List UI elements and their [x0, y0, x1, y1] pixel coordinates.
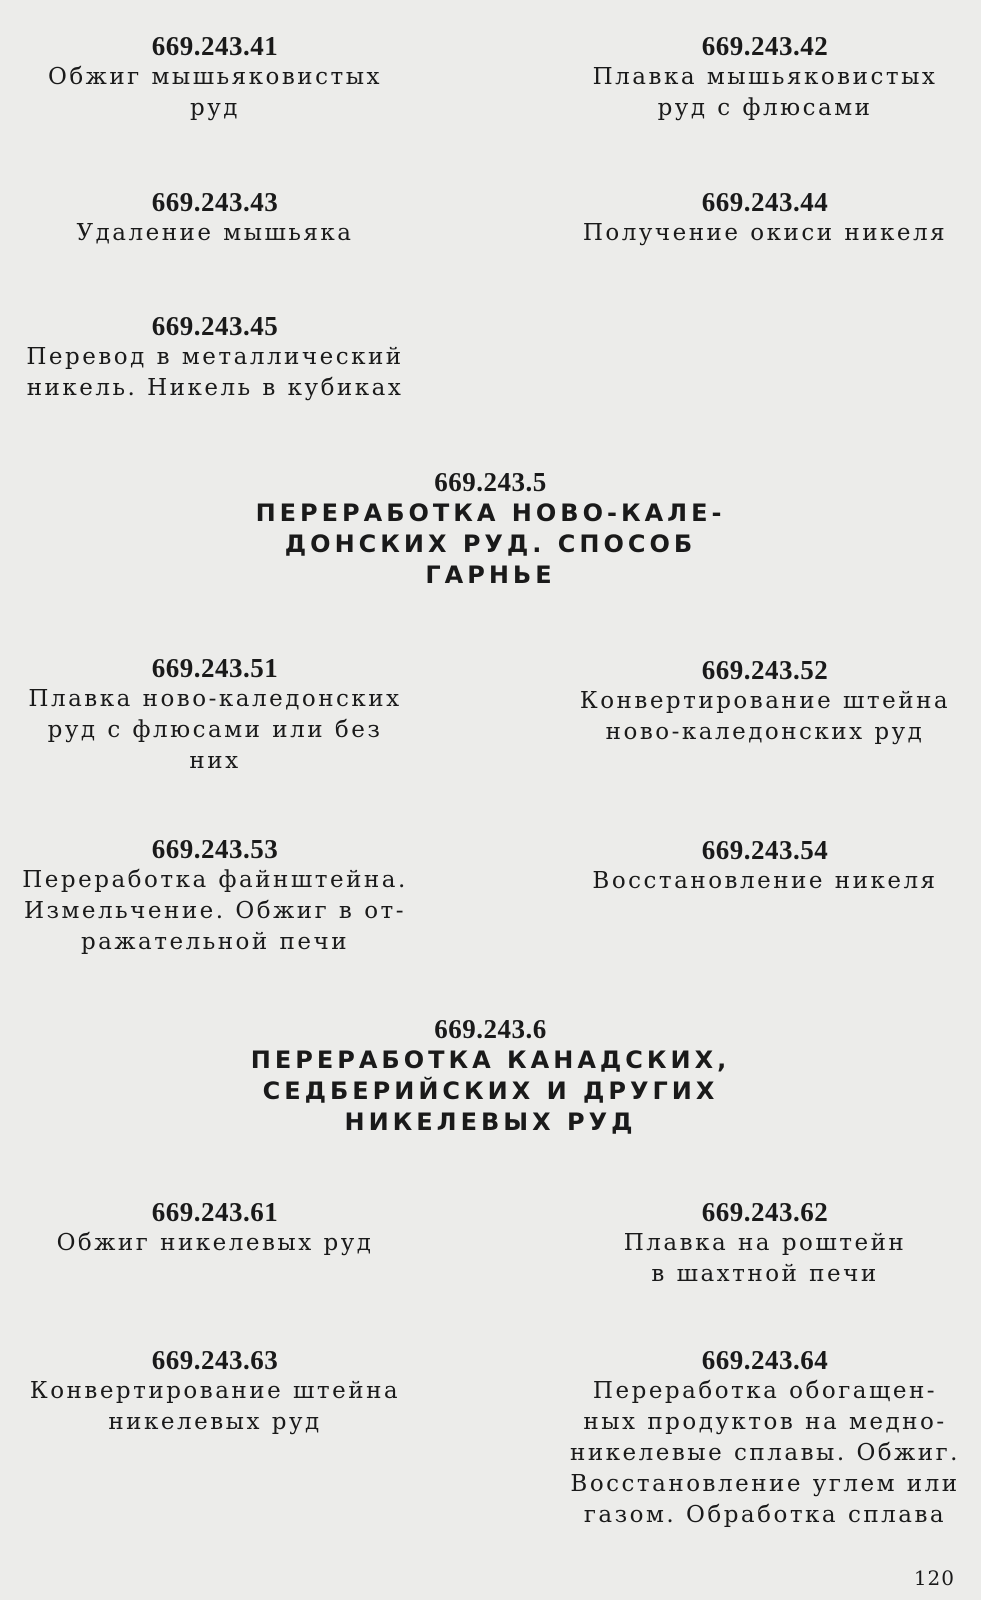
entry-code: 669.243.61 — [151, 1197, 279, 1227]
entry-code: 669.243.53 — [151, 834, 279, 864]
catalog-entry — [560, 1196, 970, 1290]
section-heading — [0, 1013, 981, 1138]
section-title-line: ДОНСКИХ РУД. СПОСОБ — [284, 530, 697, 558]
entry-code: 669.243.44 — [701, 187, 829, 217]
entry-text-line: Конвертирование штейна — [29, 1378, 401, 1404]
entry-text-line: ражательной печи — [80, 929, 350, 955]
entry-code: 669.243.45 — [151, 311, 279, 341]
catalog-entry — [10, 652, 420, 777]
entry-code: 669.243.63 — [151, 1345, 279, 1375]
entry-text-line: Плавка ново-каледонских — [28, 686, 402, 712]
entry-code: 669.243.43 — [151, 187, 279, 217]
entry-text-line: никелевые сплавы. Обжиг. — [569, 1440, 960, 1466]
section-code: 669.243.5 — [434, 467, 547, 497]
entry-text-line: никелевых руд — [108, 1409, 322, 1435]
entry-text-line: Восстановление никеля — [592, 868, 938, 894]
section-title-line: ГАРНЬЕ — [425, 561, 556, 589]
entry-text-line: Перевод в металлический — [26, 344, 404, 370]
section-heading — [0, 466, 981, 591]
entry-text-line: Переработка файнштейна. — [22, 867, 408, 893]
entry-code: 669.243.54 — [701, 835, 829, 865]
section-title-line: ПЕРЕРАБОТКА НОВО-КАЛЕ- — [255, 499, 726, 527]
catalog-entry — [10, 310, 420, 404]
entry-text-line: в шахтной печи — [651, 1261, 879, 1287]
entry-text-line: руд — [190, 95, 240, 121]
entry-text-line: ново-каледонских руд — [605, 719, 925, 745]
entry-text-line: ных продуктов на медно- — [583, 1409, 947, 1435]
entry-text-line: Конвертирование штейна — [579, 688, 951, 714]
entry-text-line: руд с флюсами — [657, 95, 873, 121]
entry-code: 669.243.52 — [701, 655, 829, 685]
entry-text-line: руд с флюсами или без — [47, 717, 383, 743]
catalog-entry — [10, 833, 420, 958]
entry-code: 669.243.62 — [701, 1197, 829, 1227]
entry-text-line: Восстановление углем или — [570, 1471, 960, 1497]
entry-text-line: Плавка на роштейн — [623, 1230, 907, 1256]
entry-text-line: Обжиг мышьяковистых — [47, 64, 383, 90]
entry-text-line: Получение окиси никеля — [582, 220, 948, 246]
section-title-line: СЕДБЕРИЙСКИХ И ДРУГИХ — [262, 1077, 719, 1105]
entry-code: 669.243.41 — [151, 31, 279, 61]
section-title-line: ПЕРЕРАБОТКА КАНАДСКИХ, — [250, 1046, 731, 1074]
section-code: 669.243.6 — [434, 1014, 547, 1044]
page-number: 120 — [913, 1566, 955, 1590]
catalog-entry — [560, 186, 970, 249]
entry-text-line: них — [189, 748, 241, 774]
catalog-entry — [10, 1196, 420, 1259]
entry-code: 669.243.64 — [701, 1345, 829, 1375]
section-title-line: НИКЕЛЕВЫХ РУД — [344, 1108, 637, 1136]
catalog-entry — [560, 834, 970, 897]
catalog-entry — [10, 30, 420, 124]
entry-text-line: Удаление мышьяка — [76, 220, 354, 246]
catalog-entry — [560, 1344, 970, 1531]
catalog-entry — [560, 30, 970, 124]
entry-text-line: Переработка обогащен- — [592, 1378, 938, 1404]
entry-code: 669.243.51 — [151, 653, 279, 683]
catalog-entry — [560, 654, 970, 748]
entry-text-line: газом. Обработка сплава — [583, 1502, 947, 1528]
entry-text-line: Измельчение. Обжиг в от- — [23, 898, 407, 924]
entry-text-line: Плавка мышьяковистых — [592, 64, 938, 90]
catalog-entry — [10, 1344, 420, 1438]
entry-code: 669.243.42 — [701, 31, 829, 61]
entry-text-line: никель. Никель в кубиках — [26, 375, 404, 401]
catalog-entry — [10, 186, 420, 249]
entry-text-line: Обжиг никелевых руд — [56, 1230, 374, 1256]
